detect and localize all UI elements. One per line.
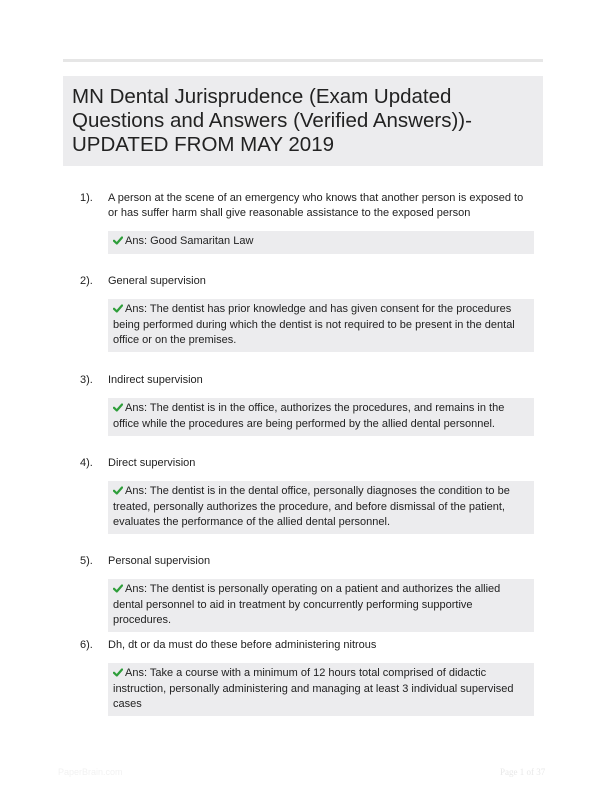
question-text: Dh, dt or da must do these before administering nitrous [108, 639, 377, 651]
answer-text: Ans: The dentist has prior knowledge and has given consent for the procedures being performed during which the dentist is not required to be present in the dental office or on the premises. [113, 303, 515, 346]
answer-text: Ans: The dentist is in the dental office, personally diagnoses the condition to be treated, personally authorizes the procedure, and before dismissal of the patient, evaluates the performance of the allied dental personnel. [113, 485, 510, 528]
page-title: MN Dental Jurisprudence (Exam Updated Questions and Answers (Verified Answers))- UPDATED FROM MAY 2019 [72, 85, 472, 156]
question-number: 2). [80, 275, 93, 287]
check-icon [113, 303, 123, 318]
question-text: Direct supervision [108, 457, 196, 469]
question-text: Personal supervision [108, 555, 211, 567]
question-number: 6). [80, 639, 93, 651]
check-icon [113, 235, 123, 250]
check-icon [113, 667, 123, 682]
question-text: Indirect supervision [108, 374, 203, 386]
title-banner [63, 76, 543, 166]
question-number: 5). [80, 555, 93, 567]
check-icon [113, 402, 123, 417]
question-number: 1). [80, 192, 93, 204]
question-text: General supervision [108, 275, 206, 287]
check-icon [113, 485, 123, 500]
answer-box [108, 481, 534, 534]
answer-box [108, 398, 534, 436]
answer-box [108, 231, 534, 254]
answer-box [108, 663, 534, 716]
question-text: A person at the scene of an emergency who knows that another person is exposed to or has suffer harm shall give reasonable assistance to the exposed person [108, 192, 524, 219]
page-number: Page 1 of 37 [500, 767, 546, 777]
question-number: 4). [80, 457, 93, 469]
question-number: 3). [80, 374, 93, 386]
answer-text: Ans: The dentist is in the office, authorizes the procedures, and remains in the office while the procedures are being performed by the allied dental personnel. [113, 402, 505, 430]
answer-text: Ans: The dentist is personally operating on a patient and authorizes the allied dental personnel to aid in treatment by concurrently performing supportive procedures. [113, 583, 501, 626]
answer-box [108, 579, 534, 632]
top-divider [63, 59, 543, 62]
footer-watermark: PaperBrain.com [58, 767, 123, 777]
check-icon [113, 583, 123, 598]
answer-text: Ans: Take a course with a minimum of 12 hours total comprised of didactic instruction, personally administering and managing at least 3 individual supervised cases [113, 667, 514, 710]
answer-text: Ans: Good Samaritan Law [125, 235, 254, 247]
answer-box [108, 299, 534, 352]
